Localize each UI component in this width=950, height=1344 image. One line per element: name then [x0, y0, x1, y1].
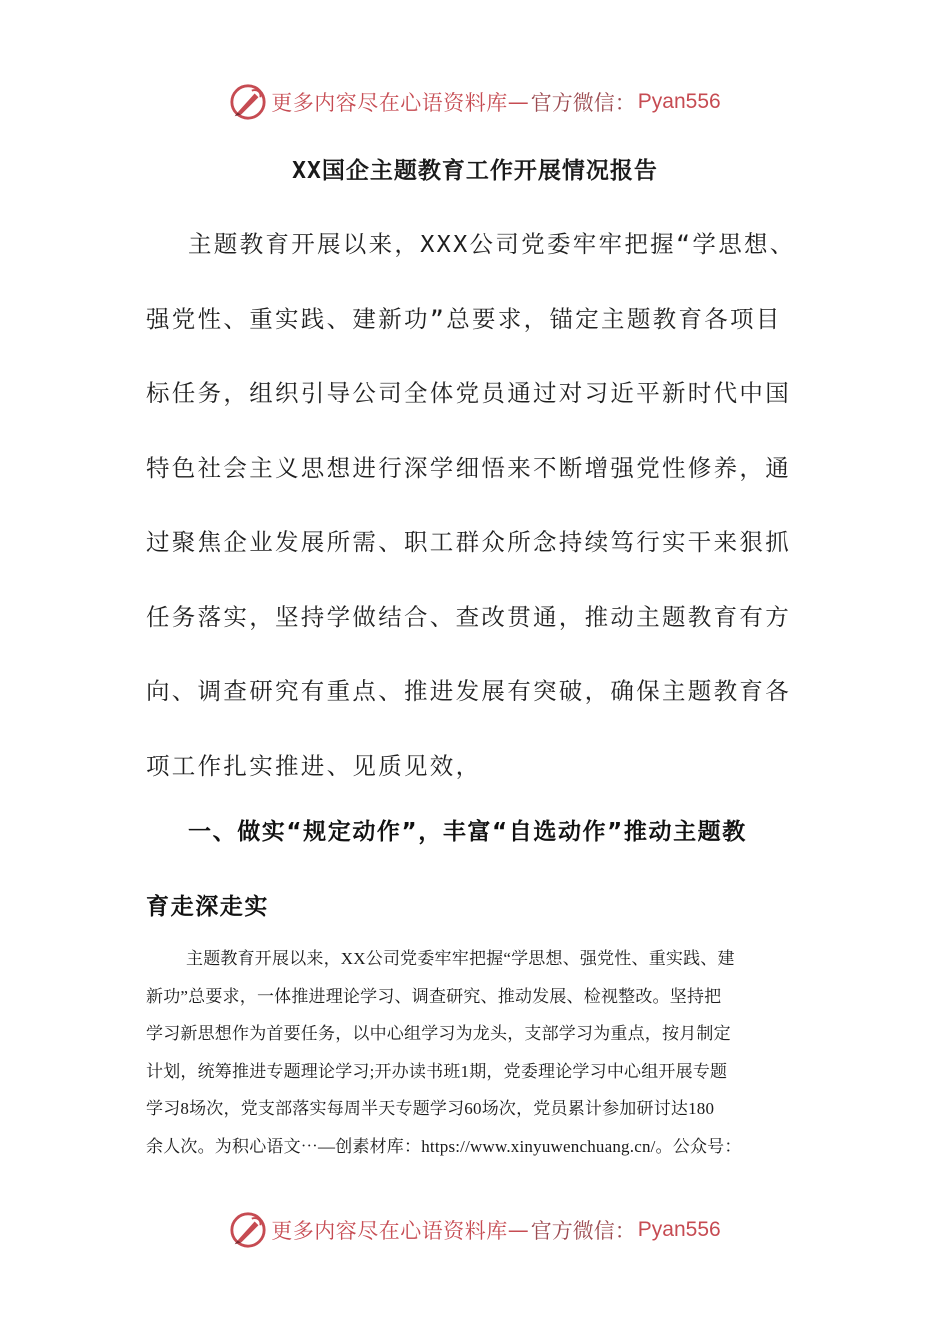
- banner-separator: —: [507, 90, 529, 114]
- banner-separator: —: [507, 1218, 529, 1242]
- banner-wechat-id: Pyan556: [637, 1218, 721, 1241]
- banner-wechat-id: Pyan556: [637, 90, 721, 113]
- body-line: 学习8场次，党支部落实每周半天专题学习60场次，党员累计参加研讨达180: [146, 1099, 715, 1118]
- document-title: XX国企主题教育工作开展情况报告: [292, 158, 658, 184]
- body-line: 计划，统筹推进专题理论学习;开办读书班1期，党委理论学习中心组开展专题: [146, 1061, 728, 1081]
- body-line: 余人次。为积心语文⋯—创素材库：https://www.xinyuwenchuang.cn/。公众号：: [146, 1136, 742, 1156]
- header-banner: [0, 80, 950, 124]
- body-line: 主题教育开展以来，XX公司党委牢牢把握“学思想、强党性、重实践、建: [186, 949, 735, 968]
- intro-line: 特色社会主义思想进行深学细悟来不断增强党性修养，通: [146, 453, 791, 482]
- pen-logo-icon: [229, 1211, 267, 1249]
- intro-line: 项工作扎实推进、见质见效，: [146, 751, 482, 780]
- banner-text: 更多内容尽在心语资料库: [271, 91, 508, 115]
- body-line: 学习新思想作为首要任务，以中心组学习为龙头，支部学习为重点，按月制定: [146, 1024, 731, 1043]
- intro-line: 主题教育开展以来，XXX公司党委牢牢把握“学思想、: [188, 230, 796, 258]
- pen-logo-icon: [229, 83, 267, 121]
- intro-line: 向、调查研究有重点、推进发展有突破，确保主题教育各: [146, 677, 791, 705]
- body-line: 新功”总要求，一体推进理论学习、调查研究、推动发展、检视整改。坚持把: [146, 986, 722, 1006]
- intro-line: 过聚焦企业发展所需、职工群众所念持续笃行实干来狠抓: [146, 528, 791, 556]
- intro-line: 标任务，组织引导公司全体党员通过对习近平新时代中国: [146, 379, 791, 407]
- banner-label: 官方微信：: [530, 1219, 636, 1243]
- body-paragraph: [146, 944, 816, 1169]
- intro-paragraph: [146, 216, 806, 812]
- section-heading-line: 一、做实“规定动作”，丰富“自选动作”推动主题教: [188, 819, 747, 845]
- banner-text: 更多内容尽在心语资料库: [271, 1219, 508, 1243]
- banner-label: 官方微信：: [530, 91, 636, 115]
- section-heading-line: 育走深走实: [146, 894, 269, 920]
- intro-line: 任务落实，坚持学做结合、查改贯通，推动主题教育有方: [146, 602, 791, 631]
- section-heading: [146, 804, 816, 954]
- intro-line: 强党性、重实践、建新功”总要求，锚定主题教育各项目: [146, 304, 782, 333]
- footer-banner: [0, 1208, 950, 1252]
